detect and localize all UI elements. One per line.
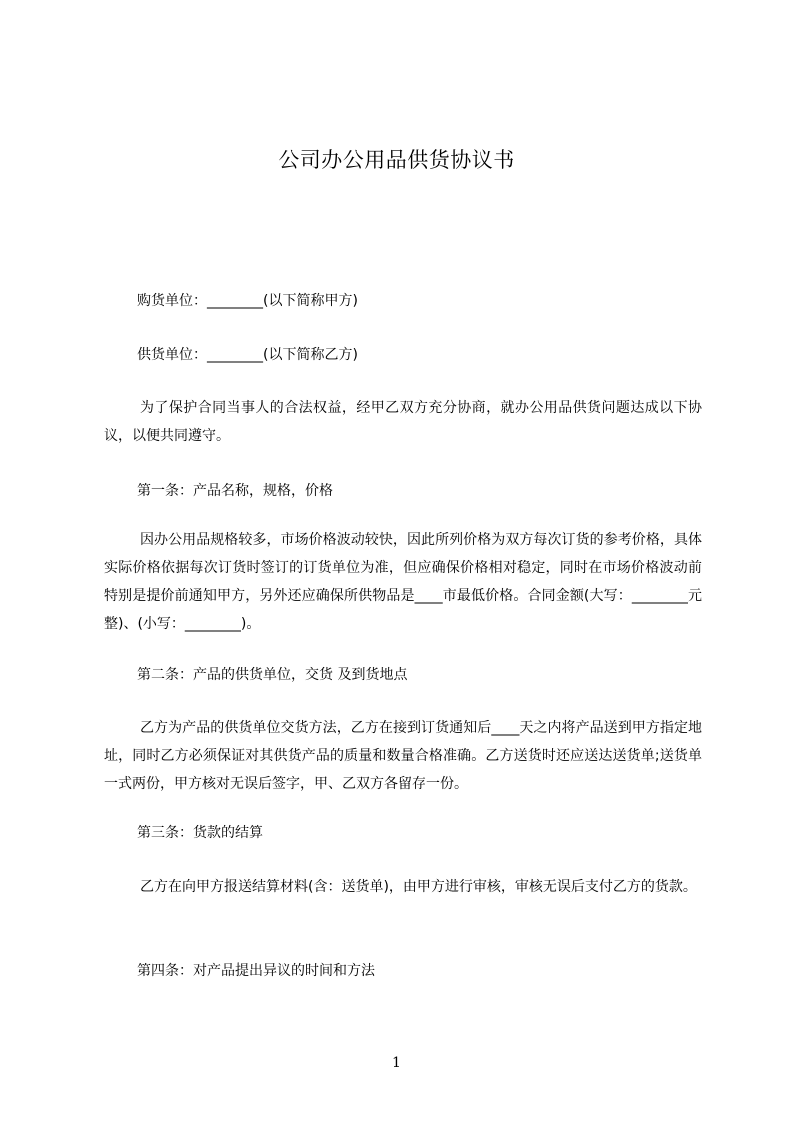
article3-heading: 第三条：货款的结算 <box>137 825 263 841</box>
intro-paragraph <box>104 394 702 450</box>
document-title: 公司办公用品供货协议书 <box>278 148 515 172</box>
article1-text: 因办公用品规格较多，市场价格波动较快，因此所列价格为双方每次订货的参考价格，具体实际价格依据每次订货时签订的订货单位为准，但应确保价格相对稳定，同时在市场价格波动前特别是提价前通知甲方，另外还应确保所供物品是____市最低价格。合同金额(大写：________元整)、(小写：________)。 <box>104 532 702 632</box>
page-number: 1 <box>392 1055 401 1071</box>
buyer-line: 购货单位：________(以下简称甲方) <box>137 293 358 309</box>
article4-heading: 第四条：对产品提出异议的时间和方法 <box>137 963 375 979</box>
intro-text: 为了保护合同当事人的合法权益，经甲乙双方充分协商，就办公用品供货问题达成以下协议，以便共同遵守。 <box>104 400 702 444</box>
article1-paragraph <box>104 526 702 638</box>
article3-text: 乙方在向甲方报送结算材料(含：送货单)，由甲方进行审核，审核无误后支付乙方的货款。 <box>140 879 697 895</box>
article2-paragraph <box>104 714 702 798</box>
supplier-line: 供货单位：________(以下简称乙方) <box>137 347 358 363</box>
article3-paragraph <box>104 873 702 901</box>
article2-text: 乙方为产品的供货单位交货方法，乙方在接到订货通知后____天之内将产品送到甲方指定地址，同时乙方必须保证对其供货产品的质量和数量合格准确。乙方送货时还应送达送货单;送货单一式两份，甲方核对无误后签字，甲、乙双方各留存一份。 <box>104 720 702 792</box>
article1-heading: 第一条：产品名称，规格，价格 <box>137 483 333 499</box>
article2-heading: 第二条：产品的供货单位，交货 及到货地点 <box>137 667 408 683</box>
